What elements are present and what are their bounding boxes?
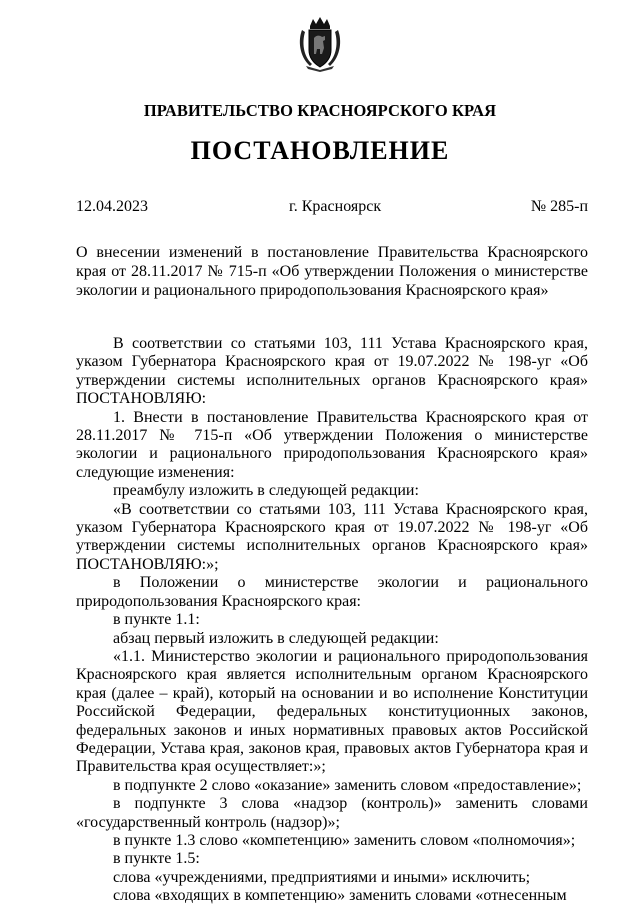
- paragraph: в Положении о министерстве экологии и рационального природопользования Красноярского края:: [76, 574, 588, 610]
- paragraph-preamble: В соответствии со статьями 103, 111 Устава Красноярского края, указом Губернатора Красноярского края от 19.07.2022 № 198-уг «Об утверждении системы исполнительных органов Красноярского края» ПОСТАНОВЛЯЮ:: [76, 335, 588, 408]
- paragraph: слова «учреждениями, предприятиями и иными» исключить;: [113, 868, 531, 886]
- document-city: г. Красноярск: [289, 198, 382, 215]
- government-name: ПРАВИТЕЛЬСТВО КРАСНОЯРСКОГО КРАЯ: [143, 101, 497, 120]
- document-body: [76, 335, 588, 906]
- paragraph: в подпункте 2 слово «оказание» заменить словом «предоставление»;: [113, 776, 582, 794]
- paragraph: в пункте 1.3 слово «компетенцию» заменить словом «полномочия»;: [113, 831, 576, 849]
- paragraph: в пункте 1.1:: [113, 611, 200, 629]
- document-number: № 285-п: [530, 198, 588, 215]
- paragraph: «1.1. Министерство экологии и рационального природопользования Красноярского края является исполнительным органом Красноярского края (далее – край), который на основании и во исполнение Конституции Российской Федерации, федеральных конституционных законов, федеральных законов и иных нормативных правовых актов Российской Федерации, Устава края, законов края, правовых актов Губернатора края и Правительства края осуществляет:»;: [76, 647, 588, 776]
- paragraph: абзац первый изложить в следующей редакции:: [113, 629, 439, 647]
- document-type-title: ПОСТАНОВЛЕНИЕ: [190, 136, 450, 165]
- paragraph: слова «входящих в компетенцию» заменить словами «отнесенным: [113, 887, 567, 905]
- paragraph: в пункте 1.5:: [113, 850, 200, 868]
- paragraph: «В соответствии со статьями 103, 111 Устава Красноярского края, указом Губернатора Красноярского края от 19.07.2022 № 198-уг «Об утверждении системы исполнительных органов Красноярского края» ПОСТАНОВЛЯЮ:»;: [76, 500, 588, 573]
- paragraph: в подпункте 3 слова «надзор (контроль)» заменить словами «государственный контроль (надзор)»;: [76, 795, 588, 831]
- document-date: 12.04.2023: [76, 198, 148, 215]
- coat-of-arms-icon: [296, 16, 344, 72]
- paragraph: преамбулу изложить в следующей редакции:: [113, 482, 419, 500]
- document-subject: О внесении изменений в постановление Правительства Красноярского края от 28.11.2017 № 715-п «Об утверждении Положения о министерстве экологии и рационального природопользования Красноярского края»: [76, 244, 588, 299]
- paragraph-item-1: 1. Внести в постановление Правительства Красноярского края от 28.11.2017 № 715-п «Об утверждении Положения о министерстве экологии и рационального природопользования Красноярского края» следующие изменения:: [76, 408, 588, 481]
